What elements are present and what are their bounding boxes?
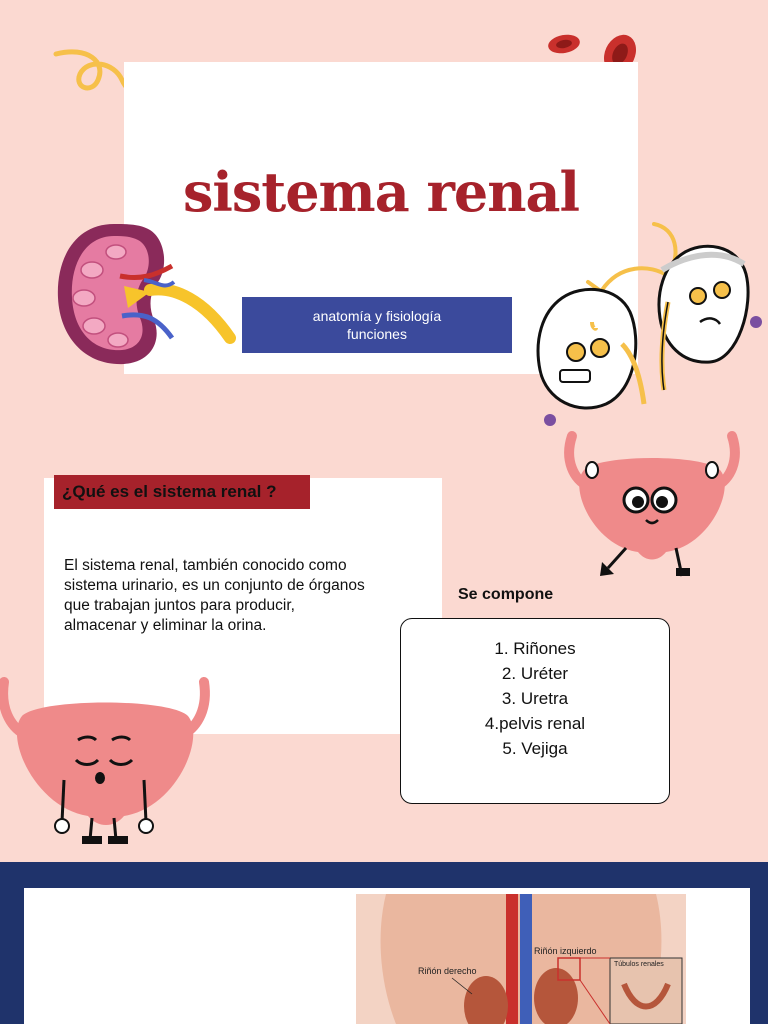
question-heading: ¿Qué es el sistema renal ? [54, 475, 310, 509]
subtitle-box [242, 297, 512, 353]
page-title: sistema renal [182, 160, 580, 224]
kidney-icon [54, 220, 244, 370]
list-heading: Se compone [458, 586, 554, 603]
label-right-kidney: Riñón derecho [418, 966, 477, 976]
list-item: 2. Uréter [501, 664, 569, 683]
bladder-character-icon [560, 430, 744, 582]
bladder-character-icon [0, 676, 210, 856]
subtitle-line-2: funciones [347, 326, 407, 342]
label-tubules: Túbulos renales [614, 961, 664, 968]
list-item: 5. Vejiga [502, 739, 568, 758]
definition-line: que trabajan juntos para producir, [64, 597, 295, 614]
subtitle-line-1: anatomía y fisiología [312, 308, 442, 324]
definition-text [64, 556, 414, 636]
components-list [400, 636, 670, 761]
definition-line: El sistema renal, también conocido como [64, 557, 347, 574]
label-left-kidney: Riñón izquierdo [534, 946, 597, 956]
kidney-characters-icon [532, 194, 768, 430]
list-item: 4.pelvis renal [484, 714, 586, 733]
definition-line: almacenar y eliminar la orina. [64, 617, 267, 634]
definition-line: sistema urinario, es un conjunto de órganos [64, 577, 365, 594]
anatomy-illustration [356, 894, 686, 1024]
list-item: 1. Riñones [494, 639, 576, 658]
list-item: 3. Uretra [501, 689, 569, 708]
